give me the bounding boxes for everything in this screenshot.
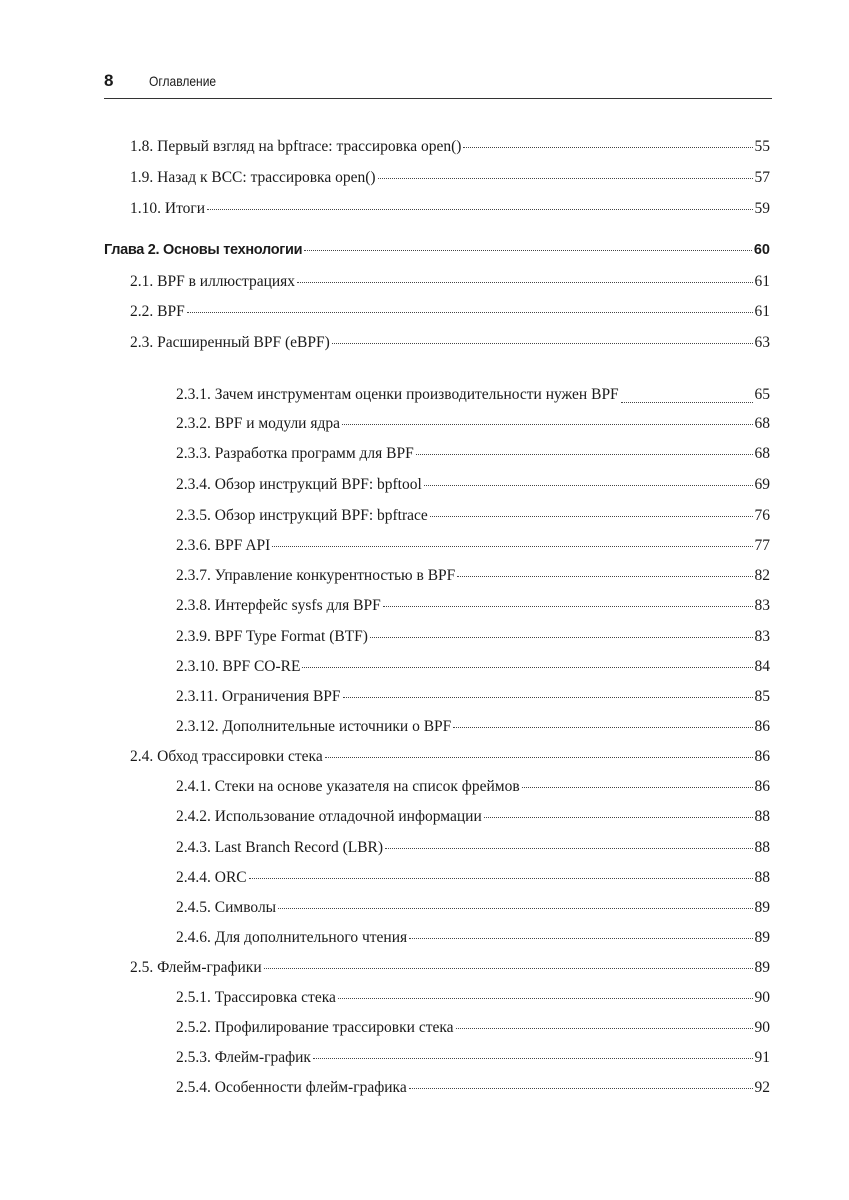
toc-entry-label: 2.5.4. Особенности флейм-графика [176,1079,407,1096]
toc-dot-leader [385,848,752,849]
toc-entry[interactable] [176,927,770,949]
toc-entry-label: 2.3.8. Интерфейс sysfs для BPF [176,597,381,614]
toc-entry-page: 83 [754,597,770,614]
toc-entry[interactable] [176,1077,770,1099]
toc-entry-page: 68 [754,415,770,432]
toc-entry[interactable] [130,271,770,293]
toc-entry-label: 2.5. Флейм-графики [130,959,262,976]
toc-entry-page: 84 [754,658,770,675]
toc-entry-label: 1.9. Назад к BCC: трассировка open() [130,169,376,186]
toc-entry[interactable] [176,987,770,1009]
toc-entry[interactable] [176,413,770,435]
toc-dot-leader [187,312,753,313]
toc-dot-leader [484,817,753,818]
toc-entry-page: 88 [754,808,770,825]
toc-dot-leader [249,878,753,879]
toc-entry[interactable] [176,595,770,617]
toc-entry-label: 2.3.2. BPF и модули ядра [176,415,340,432]
toc-entry-label: 2.1. BPF в иллюстрациях [130,273,296,290]
toc-entry[interactable] [176,505,770,527]
toc-dot-leader [342,424,753,425]
toc-entry[interactable] [176,716,770,738]
toc-entry-label: 1.8. Первый взгляд на bpftrace: трассировка open() [130,138,462,155]
toc-entry-label: 2.3.12. Дополнительные источники о BPF [176,718,452,735]
toc-entry-page: 77 [754,537,770,554]
toc-entry-label: 2.3.9. BPF Type Format (BTF) [176,628,368,645]
toc-entry[interactable] [130,198,770,220]
toc-entry[interactable] [176,626,770,648]
toc-entry-label: 2.3.11. Ограничения BPF [176,688,341,705]
toc-entry-label: 2.4.6. Для дополнительного чтения [176,929,408,946]
toc-entry-label: 2.3.5. Обзор инструкций BPF: bpftrace [176,507,428,524]
toc-entry-label: 2.3.6. BPF API [176,537,271,554]
toc-entry-label: 2.5.3. Флейм-график [176,1049,311,1066]
toc-dot-leader [325,757,753,758]
toc-entry-page: 89 [754,959,770,976]
toc-entry-page: 63 [754,334,770,351]
toc-entry-label: 2.4.4. ORC [176,869,247,886]
toc-entry-page: 91 [754,1049,770,1066]
toc-entry-label: 2.4.3. Last Branch Record (LBR) [176,839,384,856]
toc-entry-label: 2.3.1. Зачем инструментам оценки производительности нужен BPF [176,386,619,403]
toc-entry-page: 92 [754,1079,770,1096]
toc-dot-leader [424,485,753,486]
toc-entry-page: 86 [754,748,770,765]
toc-entry[interactable] [130,136,770,158]
toc-dot-leader [207,209,752,210]
toc-entry[interactable] [176,362,770,406]
toc-entry-page: 89 [754,899,770,916]
toc-entry-label: 2.3.3. Разработка программ для BPF [176,445,414,462]
toc-entry-page: 57 [754,169,770,186]
toc-entry[interactable] [130,301,770,323]
toc-entry-page: 85 [754,688,770,705]
toc-dot-leader [297,282,752,283]
toc-entry-page: 83 [754,628,770,645]
toc-entry-label: 1.10. Итоги [130,200,206,217]
toc-dot-leader [272,546,752,547]
toc-entry[interactable] [130,167,770,189]
toc-chapter-entry[interactable] [104,239,770,261]
toc-entry[interactable] [130,332,770,354]
toc-dot-leader [264,968,753,969]
toc-entry[interactable] [176,1047,770,1069]
toc-dot-leader [409,938,752,939]
toc-entry-page: 59 [754,200,770,217]
toc-chapter-label: Глава 2. Основы технологии [104,242,303,258]
toc-dot-leader [621,402,753,403]
toc-dot-leader [430,516,753,517]
toc-dot-leader [378,178,753,179]
toc-entry-label: 2.5.1. Трассировка стека [176,989,336,1006]
toc-dot-leader [416,454,753,455]
toc-dot-leader [456,1028,753,1029]
toc-entry-label: 2.2. BPF [130,303,185,320]
toc-entry[interactable] [130,746,770,768]
toc-entry-page: 76 [754,507,770,524]
toc-dot-leader [453,727,752,728]
toc-entry-page: 90 [754,989,770,1006]
toc-entry-page: 61 [754,273,770,290]
toc-entry-page: 69 [754,476,770,493]
toc-entry-label: 2.3.4. Обзор инструкций BPF: bpftool [176,476,422,493]
toc-entry-page: 90 [754,1019,770,1036]
toc-dot-leader [463,147,752,148]
toc-entry-page: 86 [754,718,770,735]
toc-entry-page: 88 [754,869,770,886]
toc-entry-page: 86 [754,778,770,795]
toc-entry-page: 55 [754,138,770,155]
toc-entry[interactable] [176,867,770,889]
running-title: Оглавление [149,73,217,89]
toc-entry[interactable] [176,1017,770,1039]
toc-dot-leader [338,998,753,999]
toc-chapter-page: 60 [753,242,770,258]
toc-entry-label: 2.3.10. BPF CO-RE [176,658,301,675]
page-number: 8 [104,71,114,90]
toc-entry[interactable] [176,535,770,557]
toc-entry-label: 2.5.2. Профилирование трассировки стека [176,1019,454,1036]
toc-dot-leader [343,697,753,698]
toc-entry-page: 61 [754,303,770,320]
toc-entry-page: 82 [754,567,770,584]
toc-entry[interactable] [176,806,770,828]
toc-entry-label: 2.3.7. Управление конкурентностью в BPF [176,567,456,584]
toc-entry-page: 88 [754,839,770,856]
toc-dot-leader [313,1058,753,1059]
toc-dot-leader [278,908,752,909]
running-header [104,70,772,99]
toc-entry-label: 2.4.5. Символы [176,899,277,916]
toc-entry[interactable] [176,565,770,587]
toc-entry[interactable] [130,957,770,979]
toc-entry[interactable] [176,837,770,859]
toc-entry-page: 68 [754,445,770,462]
toc-dot-leader [304,250,752,251]
toc-dot-leader [409,1088,753,1089]
toc-entry[interactable] [176,474,770,496]
toc-dot-leader [332,343,753,344]
toc-dot-leader [457,576,752,577]
toc-dot-leader [370,637,753,638]
toc-entry-label: 2.4.2. Использование отладочной информации [176,808,482,825]
toc-entry-page: 89 [754,929,770,946]
toc-entry[interactable] [176,776,770,798]
toc-dot-leader [383,606,753,607]
toc-entry[interactable] [176,897,770,919]
toc-entry[interactable] [176,443,770,465]
toc-entry-page: 65 [754,386,770,403]
toc-entry-label: 2.4. Обход трассировки стека [130,748,323,765]
toc-entry-label: 2.4.1. Стеки на основе указателя на список фреймов [176,778,520,795]
toc-entry[interactable] [176,686,770,708]
toc-dot-leader [302,667,752,668]
toc-dot-leader [522,787,753,788]
toc-entry[interactable] [176,656,770,678]
toc-entry-label: 2.3. Расширенный BPF (eBPF) [130,334,330,351]
